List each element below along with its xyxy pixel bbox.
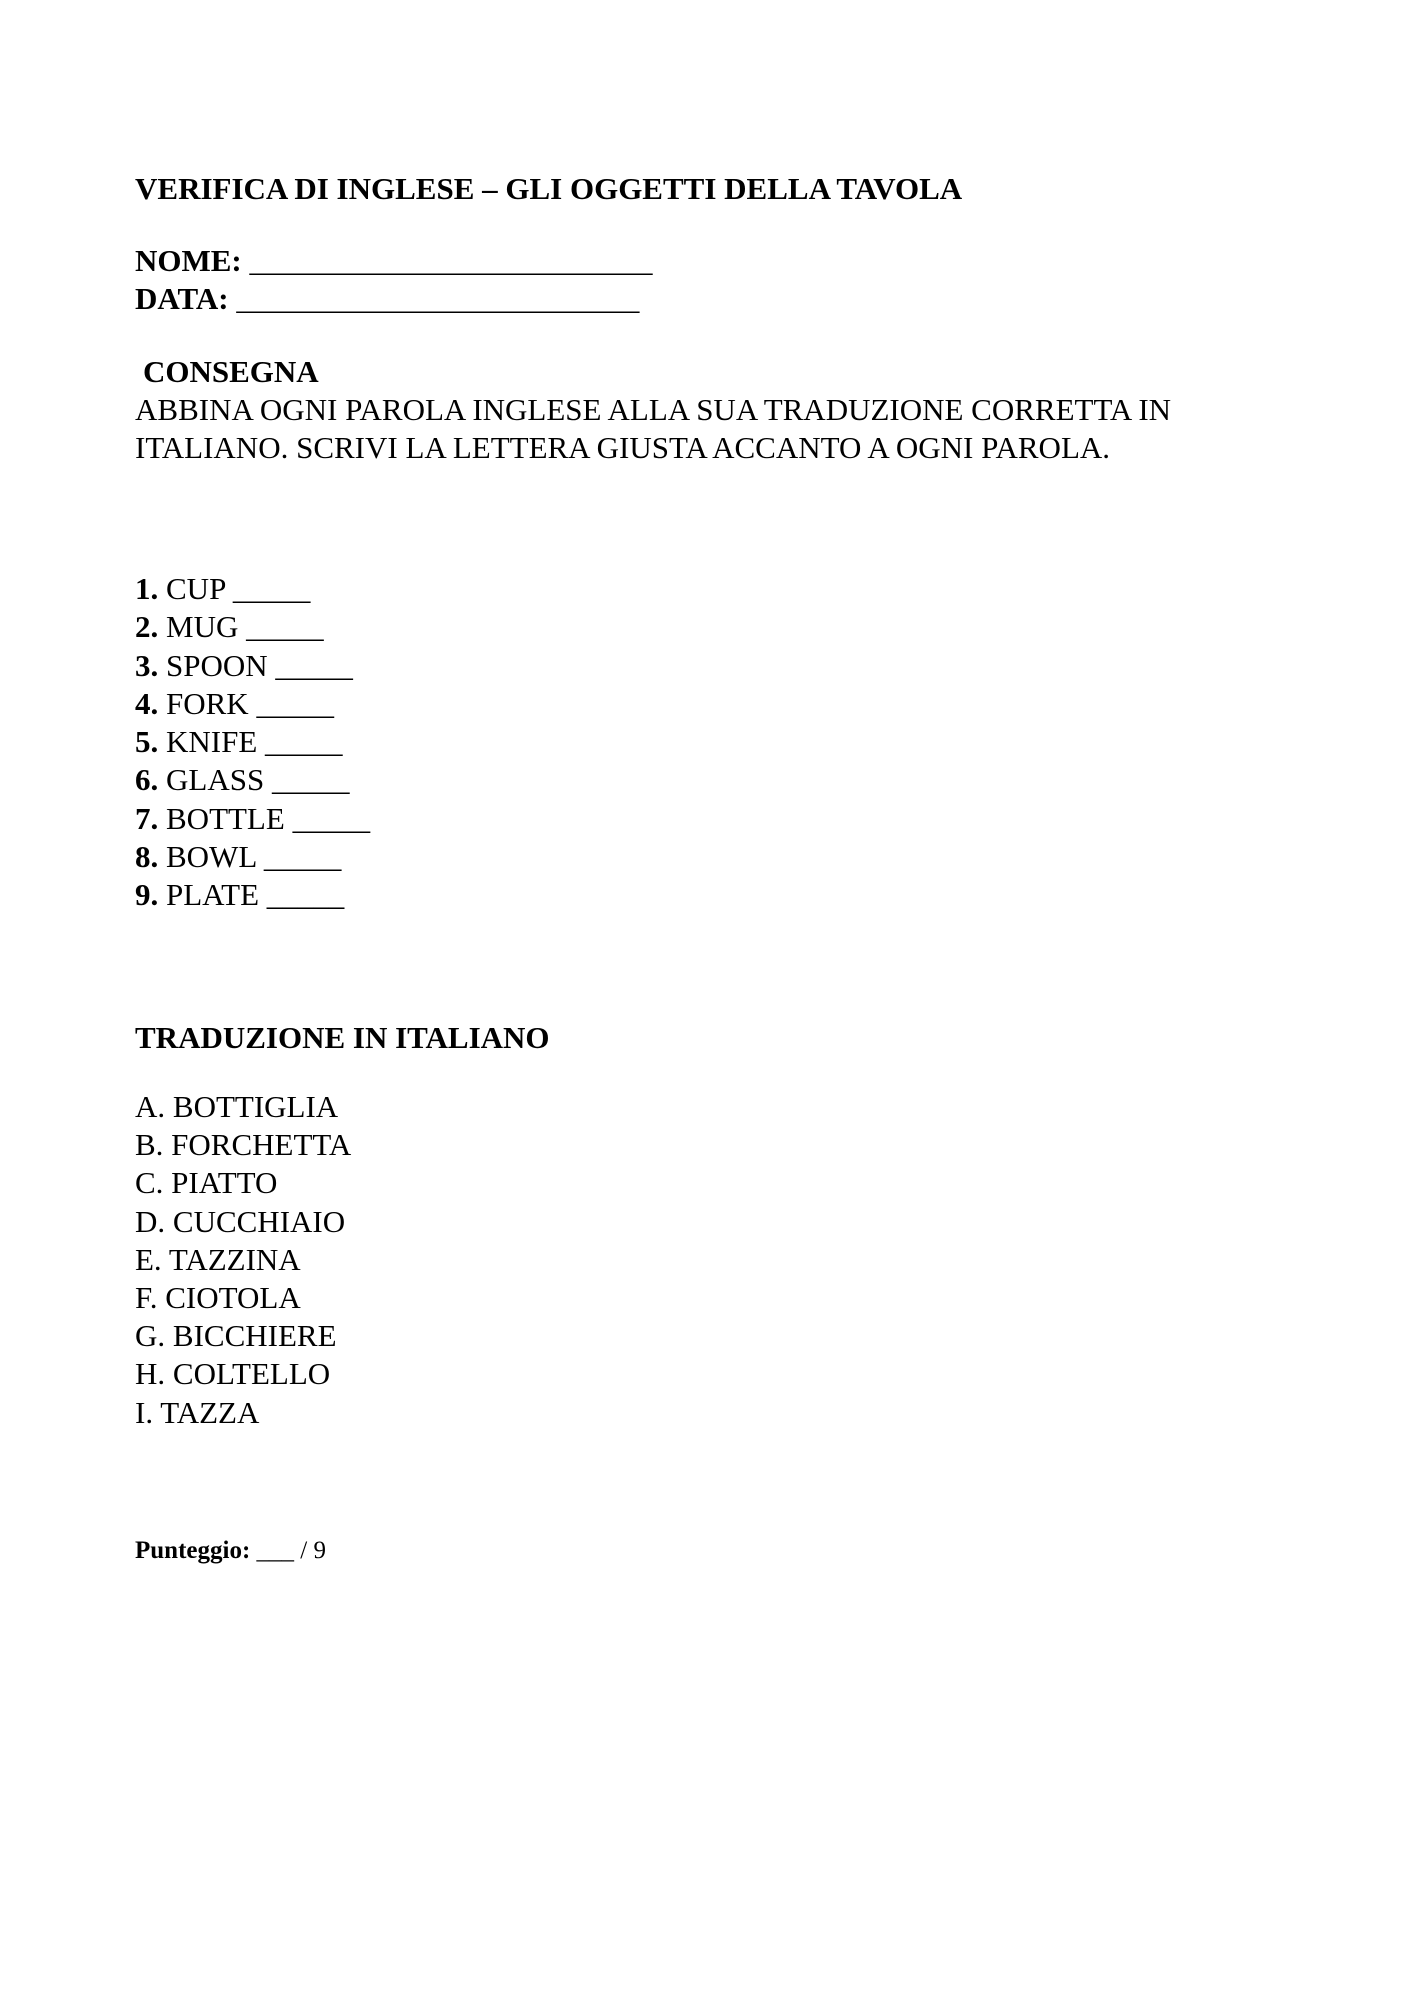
list-item: E. TAZZINA: [135, 1241, 301, 1277]
item-blank: _____: [265, 724, 343, 760]
list-item: H. COLTELLO: [135, 1356, 331, 1392]
score-blank: ___: [256, 1537, 295, 1564]
item-word: PLATE: [166, 877, 259, 913]
item-blank: _____: [271, 762, 350, 798]
list-item: [135, 800, 370, 838]
item-blank: _____: [292, 800, 371, 836]
date-label: DATA:: [135, 281, 229, 316]
list-item: [135, 876, 370, 914]
item-number: 4.: [135, 685, 159, 721]
item-blank: _____: [232, 571, 311, 606]
instructions-heading: CONSEGNA: [143, 354, 319, 389]
item-number: 3.: [135, 647, 159, 683]
item-word: FORK: [166, 685, 249, 721]
item-word: SPOON: [166, 647, 268, 683]
list-item: [135, 685, 370, 723]
item-blank: _____: [263, 839, 342, 875]
score-label: Punteggio:: [135, 1537, 251, 1564]
item-word: MUG: [166, 609, 239, 645]
item-blank: _____: [275, 647, 353, 683]
item-word: KNIFE: [166, 724, 258, 760]
item-number: 7.: [135, 800, 159, 836]
list-item: G. BICCHIERE: [135, 1318, 337, 1354]
list-item: B. FORCHETTA: [135, 1127, 352, 1163]
item-blank: _____: [246, 609, 324, 645]
list-item: F. CIOTOLA: [135, 1280, 301, 1316]
date-blank: __________________________: [236, 281, 640, 316]
list-item: [135, 570, 370, 608]
item-blank: _____: [256, 685, 334, 721]
list-item: [135, 647, 370, 685]
item-number: 9.: [135, 877, 159, 913]
english-word-list: [135, 570, 370, 915]
list-item: [135, 723, 370, 761]
list-item: [135, 608, 370, 646]
translation-list: [135, 1088, 351, 1432]
score-line: [135, 1536, 326, 1566]
item-word: BOTTLE: [166, 800, 285, 836]
item-word: GLASS: [166, 762, 265, 798]
item-blank: _____: [266, 877, 345, 913]
list-item: D. CUCCHIAIO: [135, 1203, 346, 1239]
name-blank: __________________________: [249, 243, 653, 278]
item-number: 5.: [135, 724, 159, 760]
list-item: A. BOTTIGLIA: [135, 1089, 339, 1124]
item-number: 2.: [135, 609, 159, 645]
page-title: VERIFICA DI INGLESE – GLI OGGETTI DELLA TAVOLA: [135, 171, 963, 206]
item-word: CUP: [166, 571, 226, 606]
list-item: C. PIATTO: [135, 1165, 278, 1201]
item-number: 6.: [135, 762, 159, 798]
list-item: [135, 838, 370, 876]
item-word: BOWL: [166, 839, 257, 875]
translation-heading: TRADUZIONE IN ITALIANO: [135, 1020, 550, 1055]
instructions-line-1: ABBINA OGNI PAROLA INGLESE ALLA SUA TRADUZIONE CORRETTA IN: [135, 392, 1172, 427]
list-item: I. TAZZA: [135, 1394, 260, 1430]
score-total: / 9: [300, 1537, 326, 1564]
list-item: [135, 761, 370, 799]
name-label: NOME:: [135, 243, 242, 278]
instructions-line-2: ITALIANO. SCRIVI LA LETTERA GIUSTA ACCANTO A OGNI PAROLA.: [135, 430, 1111, 465]
name-field: [135, 242, 653, 280]
item-number: 1.: [135, 571, 159, 606]
item-number: 8.: [135, 839, 159, 875]
date-field: [135, 280, 639, 318]
